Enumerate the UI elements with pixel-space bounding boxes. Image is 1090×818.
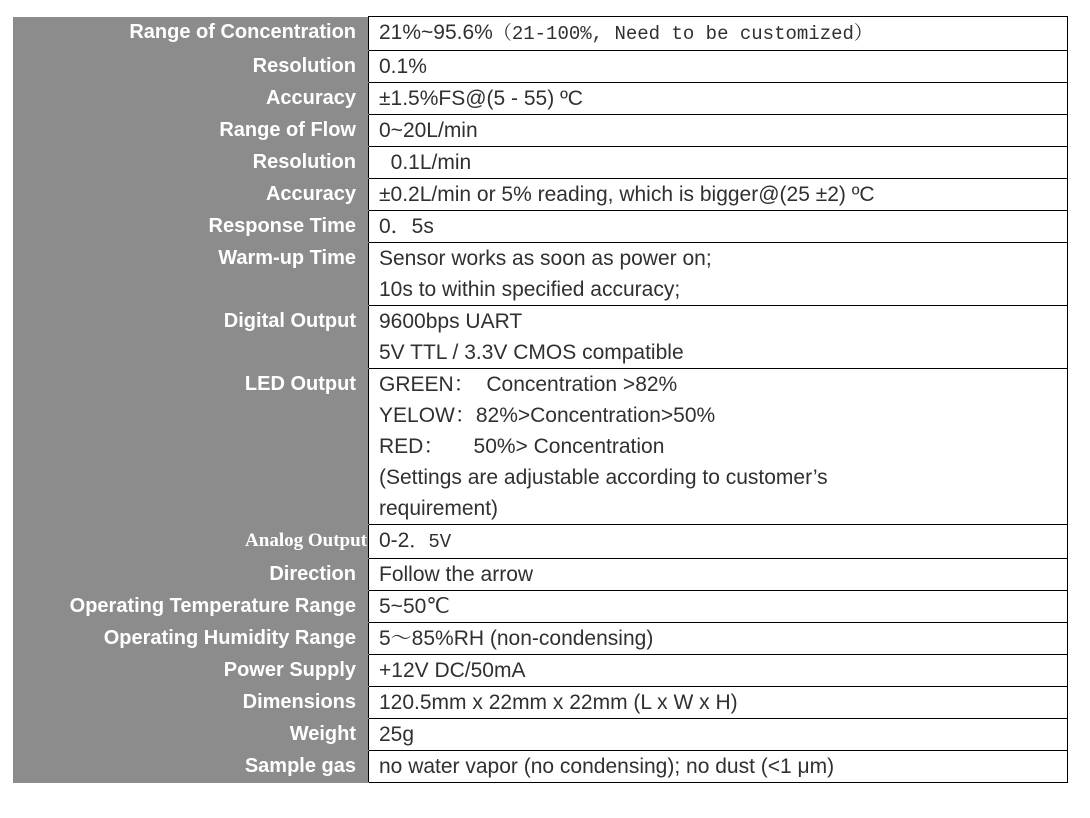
spec-value-note: ．5V — [409, 531, 452, 553]
spec-row — [13, 623, 1068, 655]
spec-label: Response Time — [13, 211, 369, 243]
spec-row — [13, 306, 1068, 369]
spec-table — [13, 16, 1068, 783]
spec-value — [369, 687, 1068, 719]
spec-label: Digital Output — [13, 306, 369, 369]
spec-row — [13, 179, 1068, 211]
spec-table-body — [13, 17, 1068, 783]
spec-value-line: Follow the arrow — [379, 563, 534, 586]
spec-value — [369, 559, 1068, 591]
spec-label: Operating Temperature Range — [13, 591, 369, 623]
spec-value — [369, 179, 1068, 211]
spec-label: Power Supply — [13, 655, 369, 687]
spec-row — [13, 51, 1068, 83]
spec-label: Warm-up Time — [13, 243, 369, 306]
spec-row — [13, 655, 1068, 687]
spec-row — [13, 147, 1068, 179]
spec-value-line: 0~20L/min — [379, 119, 478, 142]
spec-value-line: 5V TTL / 3.3V CMOS compatible — [379, 341, 684, 364]
spec-value-line: Sensor works as soon as power on; — [379, 247, 712, 270]
spec-value — [369, 147, 1068, 179]
spec-value-main: 0-2 — [379, 529, 410, 552]
spec-label: Range of Concentration — [13, 17, 369, 51]
spec-label: LED Output — [13, 369, 369, 525]
spec-row — [13, 591, 1068, 623]
spec-value-note: （21-100%, Need to be customized） — [492, 23, 873, 45]
spec-row — [13, 211, 1068, 243]
spec-value-line: 9600bps UART — [379, 310, 523, 333]
spec-label: Resolution — [13, 147, 369, 179]
spec-row — [13, 369, 1068, 525]
spec-value-line: 120.5mm x 22mm x 22mm (L x W x H) — [379, 691, 738, 714]
spec-value-line: ±0.2L/min or 5% reading, which is bigger@(25 ±2) ºC — [379, 183, 875, 206]
spec-value-line: (Settings are adjustable according to customer’s — [379, 466, 828, 489]
spec-row — [13, 559, 1068, 591]
spec-value-line: GREEN： Concentration >82% — [379, 373, 678, 396]
spec-value-line: ±1.5%FS@(5 - 55) ºC — [379, 87, 583, 110]
spec-value-line: 0.1% — [379, 55, 427, 78]
spec-row — [13, 83, 1068, 115]
spec-value — [369, 243, 1068, 306]
spec-value-main: 21%~95.6% — [379, 21, 493, 44]
spec-value-line: requirement) — [379, 497, 499, 520]
spec-value-line: 25g — [379, 723, 415, 746]
spec-row — [13, 751, 1068, 783]
spec-row — [13, 719, 1068, 751]
spec-row — [13, 687, 1068, 719]
spec-value — [369, 306, 1068, 369]
spec-value — [369, 623, 1068, 655]
spec-label: Direction — [13, 559, 369, 591]
spec-row — [13, 17, 1068, 51]
spec-value-line: +12V DC/50mA — [379, 659, 526, 682]
spec-label: Accuracy — [13, 179, 369, 211]
spec-value-line — [379, 17, 1067, 50]
spec-label: Sample gas — [13, 751, 369, 783]
spec-value — [369, 211, 1068, 243]
spec-label: Accuracy — [13, 83, 369, 115]
spec-value — [369, 369, 1068, 525]
spec-value — [369, 51, 1068, 83]
spec-value — [369, 115, 1068, 147]
spec-value — [369, 719, 1068, 751]
spec-label: Analog Output — [13, 525, 369, 559]
spec-row — [13, 115, 1068, 147]
spec-value-line: no water vapor (no condensing); no dust (<1 μm) — [379, 755, 835, 778]
spec-value — [369, 17, 1068, 51]
spec-label: Range of Flow — [13, 115, 369, 147]
spec-label: Dimensions — [13, 687, 369, 719]
spec-row — [13, 525, 1068, 559]
spec-value-line: 10s to within specified accuracy; — [379, 278, 681, 301]
spec-value-line: RED： 50%> Concentration — [379, 435, 665, 458]
spec-value — [369, 591, 1068, 623]
spec-row — [13, 243, 1068, 306]
spec-value-line: 5~50℃ — [379, 595, 450, 618]
spec-value — [369, 655, 1068, 687]
spec-value-line: 0．5s — [379, 215, 434, 238]
spec-value — [369, 83, 1068, 115]
spec-label: Operating Humidity Range — [13, 623, 369, 655]
spec-value-line: 5～85%RH (non-condensing) — [379, 627, 654, 650]
spec-value — [369, 525, 1068, 559]
spec-value-line — [379, 525, 1067, 558]
spec-value — [369, 751, 1068, 783]
spec-value-line: 0.1L/min — [379, 151, 472, 174]
spec-label: Resolution — [13, 51, 369, 83]
spec-value-line: YELOW：82%>Concentration>50% — [379, 404, 716, 427]
spec-label: Weight — [13, 719, 369, 751]
